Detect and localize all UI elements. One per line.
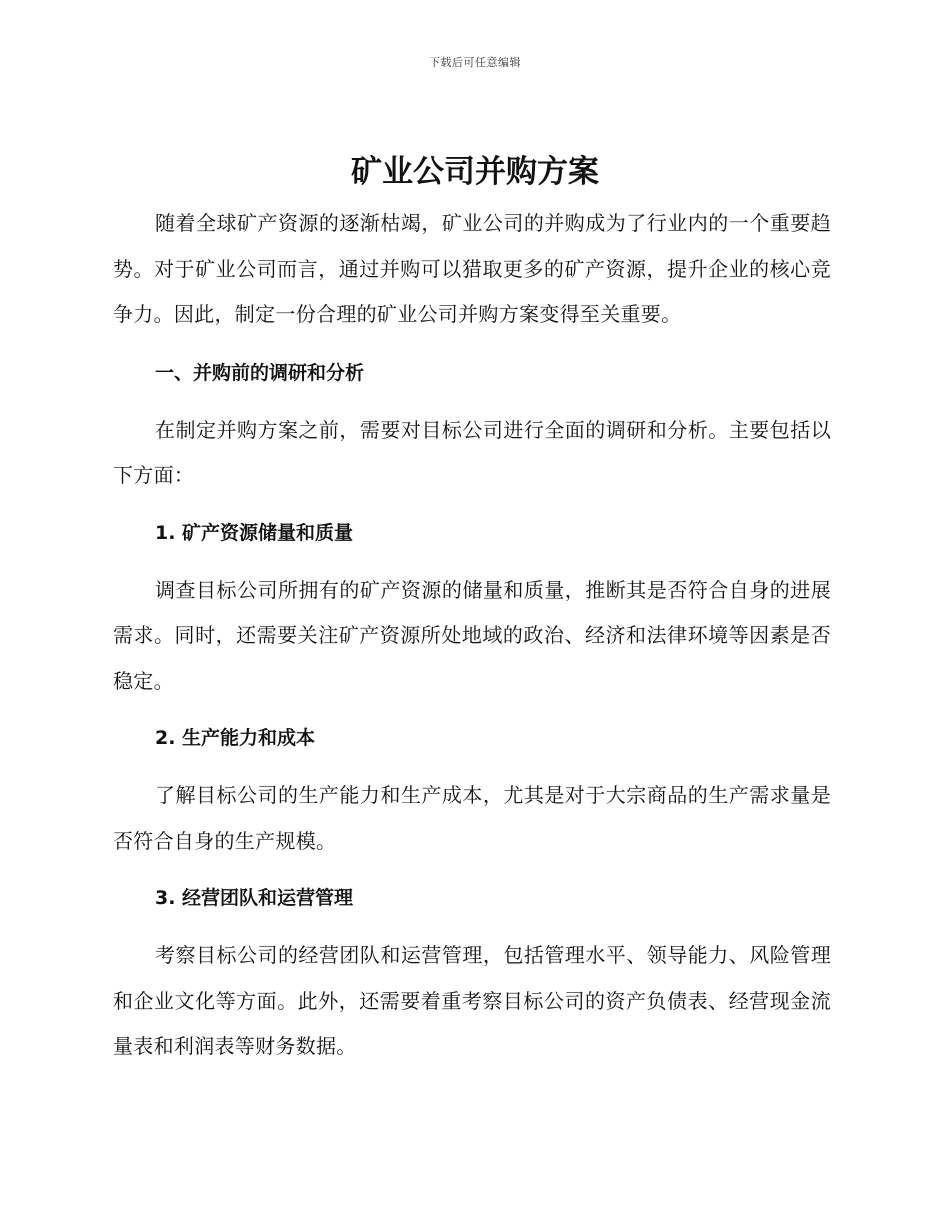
- subsection-paragraph-1: 调查目标公司所拥有的矿产资源的储量和质量，推断其是否符合自身的进展需求。同时，还需要关注矿产资源所处地域的政治、经济和法律环境等因素是否稳定。: [113, 577, 831, 693]
- subsection-heading-1: 1. 矿产资源储量和质量: [155, 521, 354, 544]
- header-note: 下载后可任意编辑: [429, 56, 521, 69]
- subsection-paragraph-2: 了解目标公司的生产能力和生产成本，尤其是对于大宗商品的生产需求量是否符合自身的生产规模。: [113, 783, 831, 853]
- section-heading-1: 一、并购前的调研和分析: [155, 361, 365, 384]
- page-title: 矿业公司并购方案: [351, 154, 599, 190]
- section-paragraph-1: 在制定并购方案之前，需要对目标公司进行全面的调研和分析。主要包括以下方面：: [113, 417, 831, 487]
- subsection-paragraph-3: 考察目标公司的经营团队和运营管理，包括管理水平、领导能力、风险管理和企业文化等方面。此外，还需要着重考察目标公司的资产负债表、经营现金流量表和利润表等财务数据。: [113, 943, 831, 1058]
- subsection-heading-3: 3. 经营团队和运营管理: [155, 887, 354, 909]
- intro-paragraph: 随着全球矿产资源的逐渐枯竭，矿业公司的并购成为了行业内的一个重要趋势。对于矿业公司而言，通过并购可以猎取更多的矿产资源，提升企业的核心竞争力。因此，制定一份合理的矿业公司并购方案变得至关重要。: [113, 211, 831, 326]
- document-body: [113, 201, 831, 1070]
- subsection-heading-2: 2. 生产能力和成本: [155, 727, 316, 749]
